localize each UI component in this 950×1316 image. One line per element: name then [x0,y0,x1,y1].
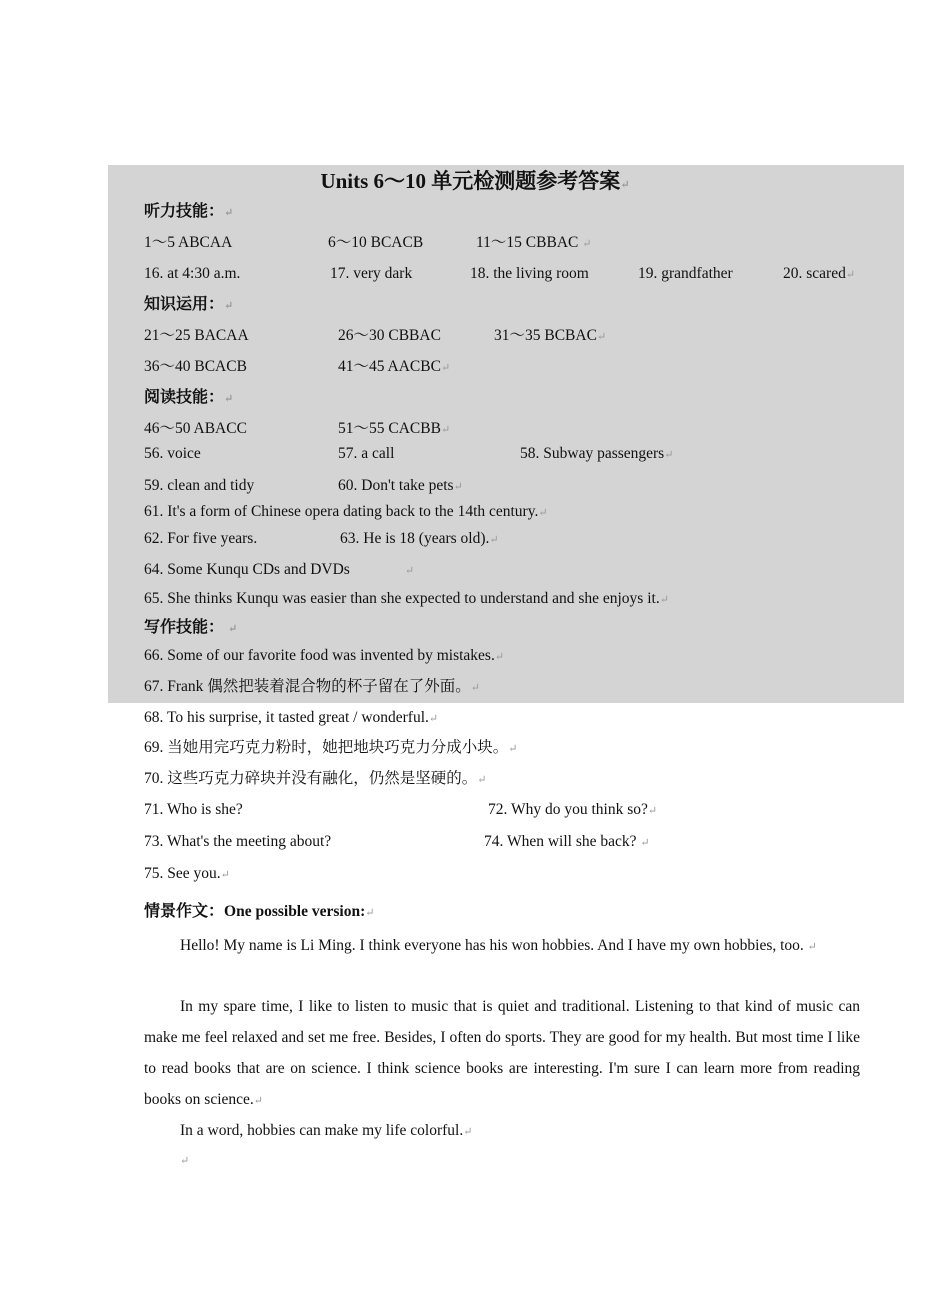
answer-line: 64. Some Kunqu CDs and DVDs ↵ [144,561,415,578]
answer-line: 61. It's a form of Chinese opera dating back to the 14th century.↵ [144,503,548,520]
answer-line: 65. She thinks Kunqu was easier than she expected to understand and she enjoys it.↵ [144,590,669,607]
composition-paragraph-2: In my spare time, I like to listen to music that is quiet and traditional. Listening to that kind of music can make me feel relaxed and set me free. Besides, I often do sports. They are good for my health. But most time I like to read books that are on science. I think science books are interesting. I'm sure I can learn more from reading books on science.↵ [144,998,860,1108]
page-title: Units 6～10 单元检测题参考答案↵ [320,169,630,193]
answer-line: 69. 当她用完巧克力粉时，她把地块巧克力分成小块。↵ [144,739,518,756]
answer-line: 11～15 CBBAC ↵ [476,234,592,251]
answer-line: 58. Subway passengers↵ [520,445,674,462]
section-knowledge: 知识运用：↵ [144,296,234,313]
answer-line: 67. Frank 偶然把装着混合物的杯子留在了外面。↵ [144,678,481,695]
answer-line: 71. Who is she? [144,801,243,818]
answer-line: 63. He is 18 (years old).↵ [340,530,499,547]
answer-line: 46～50 ABACC [144,420,247,437]
section-composition: 情景作文：One possible version:↵ [144,903,375,920]
answer-line: 68. To his surprise, it tasted great / wonderful.↵ [144,709,439,726]
answer-line: 17. very dark [330,265,413,282]
answer-line: 18. the living room [470,265,589,282]
answer-line: 16. at 4:30 a.m. [144,265,241,282]
answer-line: 21～25 BACAA [144,327,249,344]
answer-line: 56. voice [144,445,201,462]
answer-line: 66. Some of our favorite food was invented by mistakes.↵ [144,647,505,664]
answer-line: 60. Don't take pets↵ [338,477,463,494]
answer-line: 57. a call [338,445,395,462]
answer-line: 31～35 BCBAC↵ [494,327,607,344]
answer-line: 73. What's the meeting about? [144,833,332,850]
answer-line: 70. 这些巧克力碎块并没有融化，仍然是坚硬的。↵ [144,770,487,787]
section-listening: 听力技能：↵ [144,203,234,220]
answer-line: 20. scared↵ [783,265,856,282]
answer-line: 26～30 CBBAC [338,327,441,344]
answer-line: 75. See you.↵ [144,865,230,882]
paragraph-mark: ↵ [180,1155,190,1167]
answer-line: 41～45 AACBC↵ [338,358,451,375]
section-writing: 写作技能： ↵ [144,619,238,636]
answer-line: 36～40 BCACB [144,358,247,375]
answer-line: 6～10 BCACB [328,234,424,251]
answer-line: 19. grandfather [638,265,733,282]
answer-line: 59. clean and tidy [144,477,255,494]
section-reading: 阅读技能：↵ [144,389,234,406]
answer-line: 51～55 CACBB↵ [338,420,451,437]
answer-line: 1～5 ABCAA [144,234,233,251]
answer-line: 72. Why do you think so?↵ [488,801,658,818]
answer-line: 62. For five years. [144,530,258,547]
composition-paragraph-3: In a word, hobbies can make my life colorful.↵ [180,1122,473,1139]
answer-line: 74. When will she back? ↵ [484,833,650,850]
composition-paragraph-1: Hello! My name is Li Ming. I think everyone has his won hobbies. And I have my own hobbies, too. ↵ [180,937,817,954]
